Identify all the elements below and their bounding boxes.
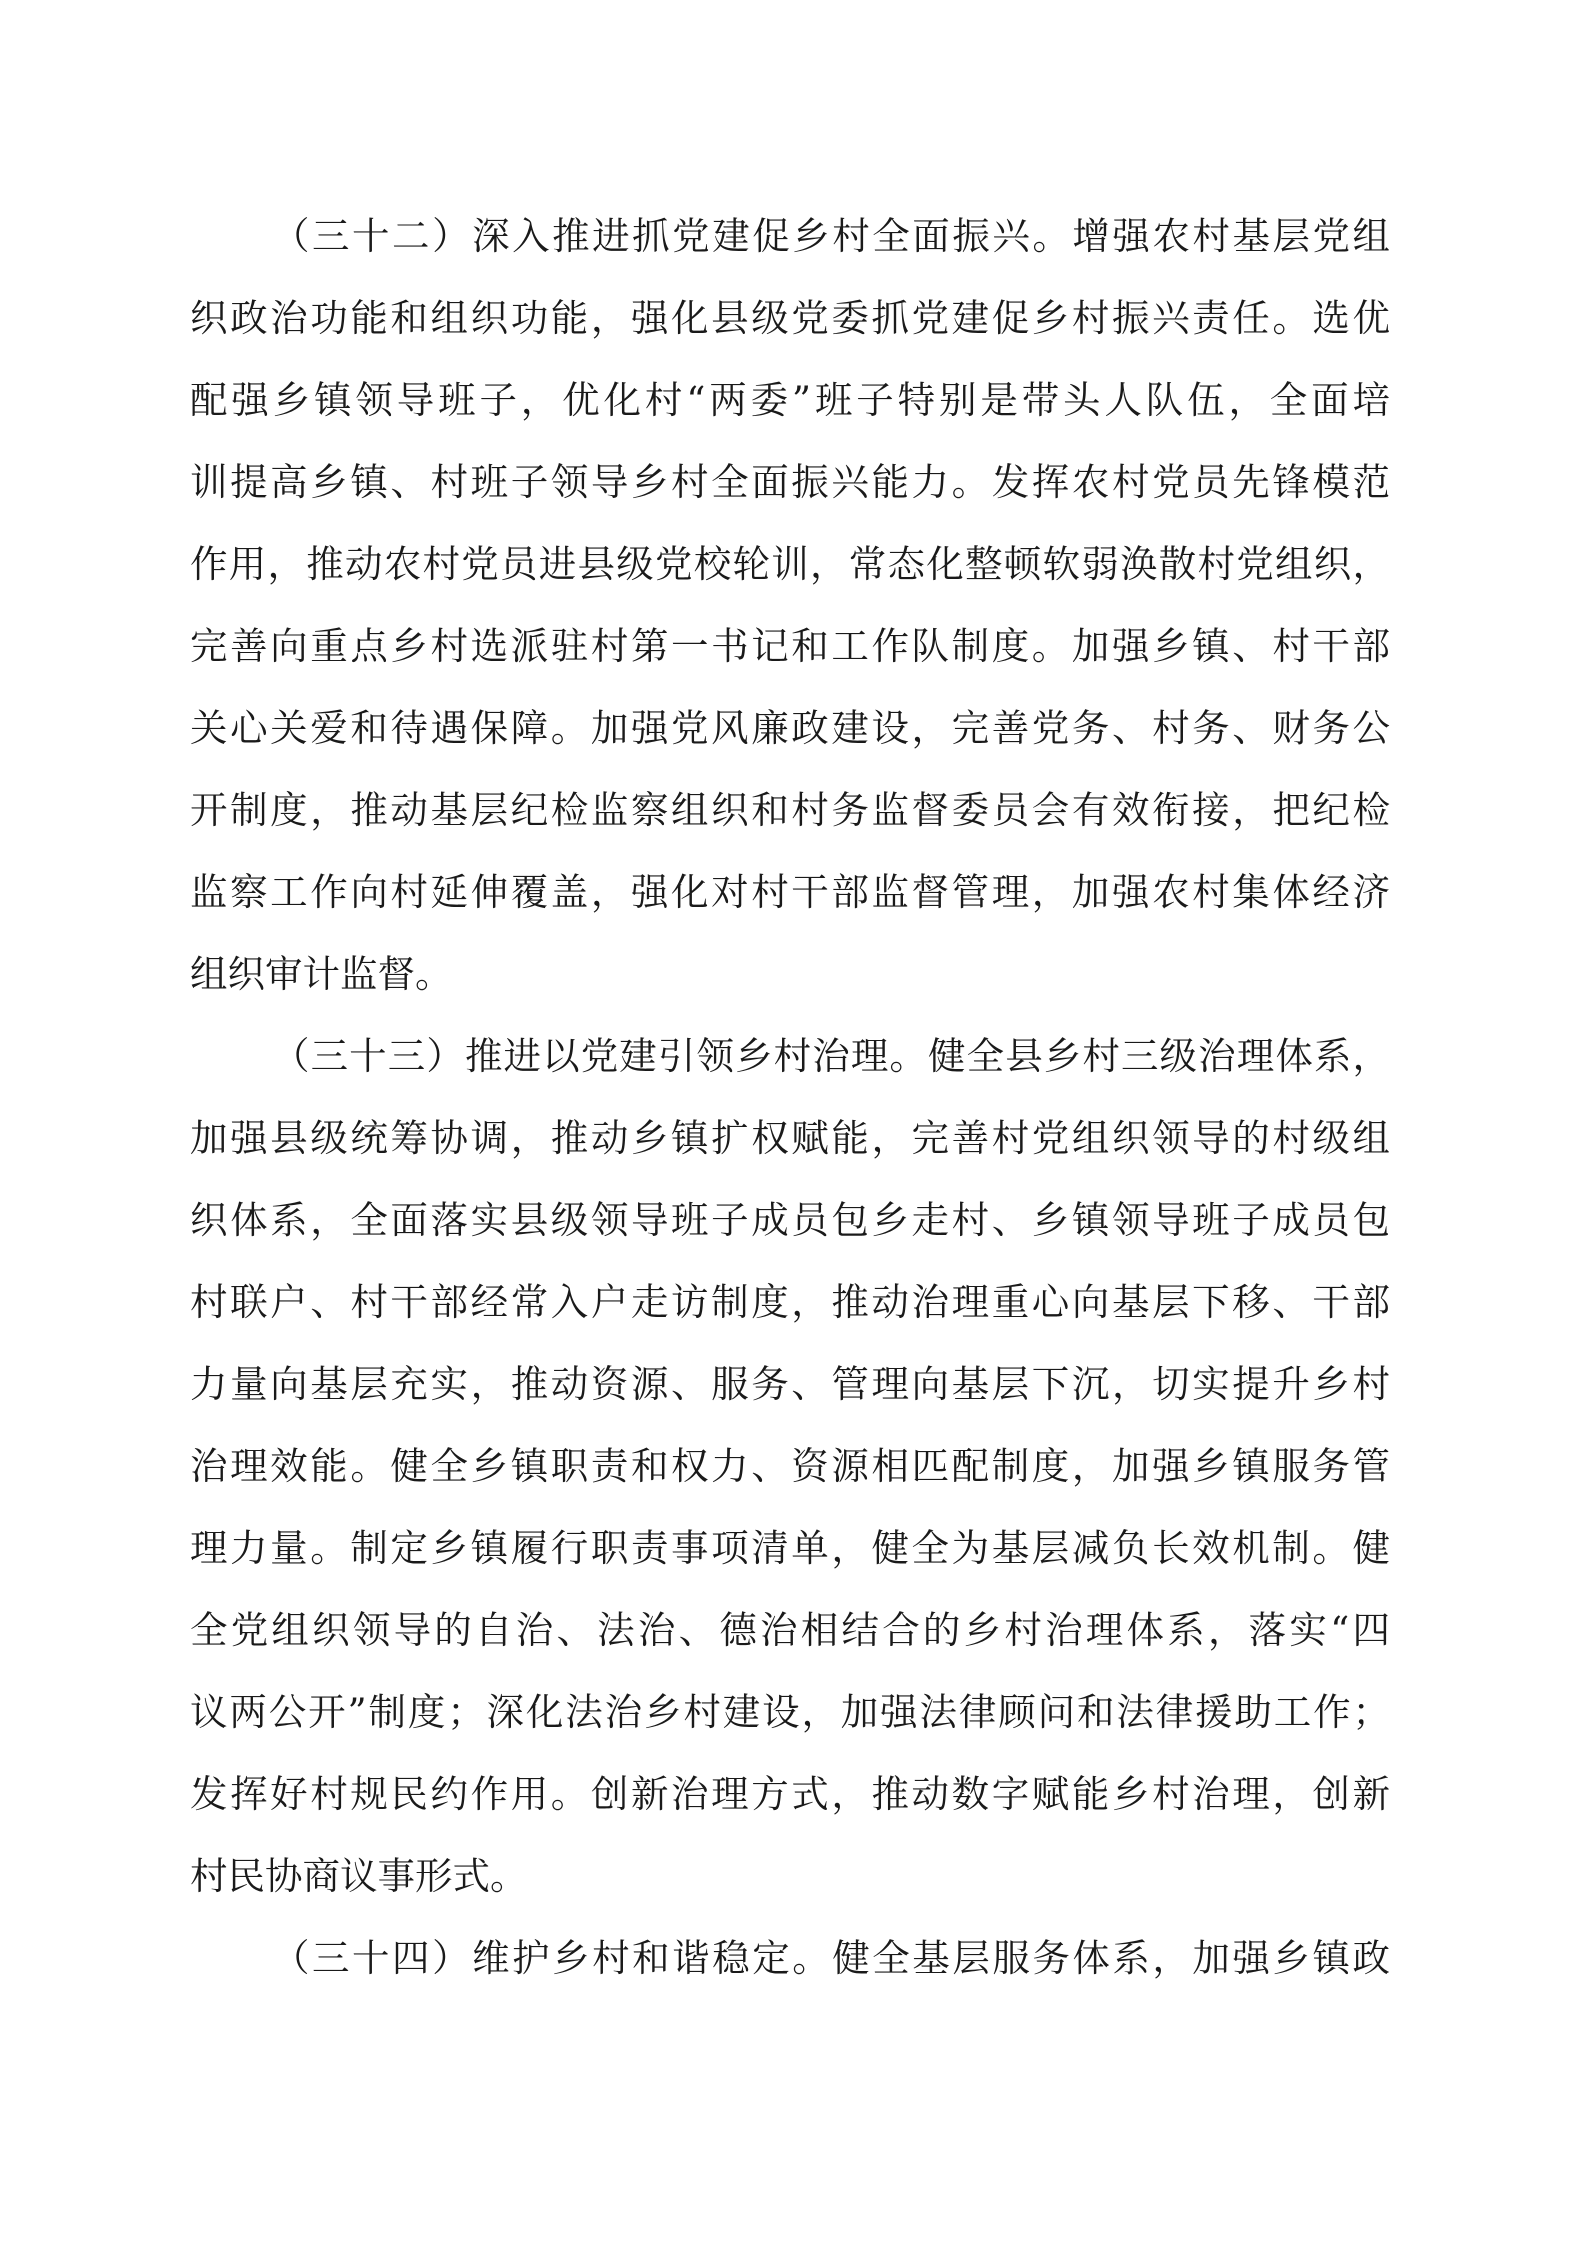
paragraph-32-line-10: 组织审计监督。: [190, 952, 453, 996]
paragraph-33-line-11: 村民协商议事形式。: [190, 1854, 528, 1898]
paragraph-33-line-4: 村联户、村干部经常入户走访制度，推动治理重心向基层下移、干部: [190, 1280, 1390, 1324]
paragraph-33-line-1: （三十三）推进以党建引领乡村治理。健全县乡村三级治理体系，: [272, 1034, 1390, 1078]
paragraph-33-line-7: 理力量。制定乡镇履行职责事项清单，健全为基层减负长效机制。健: [190, 1526, 1390, 1570]
paragraph-33-line-6: 治理效能。健全乡镇职责和权力、资源相匹配制度，加强乡镇服务管: [190, 1444, 1390, 1488]
paragraph-32-line-6: 完善向重点乡村选派驻村第一书记和工作队制度。加强乡镇、村干部: [190, 624, 1390, 668]
paragraph-32-line-3: 配强乡镇领导班子，优化村“两委”班子特别是带头人队伍，全面培: [190, 378, 1390, 422]
paragraph-33-line-5: 力量向基层充实，推动资源、服务、管理向基层下沉，切实提升乡村: [190, 1362, 1390, 1406]
paragraph-32-line-4: 训提高乡镇、村班子领导乡村全面振兴能力。发挥农村党员先锋模范: [190, 460, 1390, 504]
paragraph-32-line-8: 开制度，推动基层纪检监察组织和村务监督委员会有效衔接，把纪检: [190, 788, 1390, 832]
paragraph-32-line-5: 作用，推动农村党员进县级党校轮训，常态化整顿软弱涣散村党组织，: [190, 542, 1390, 586]
paragraph-32-line-1: （三十二）深入推进抓党建促乡村全面振兴。增强农村基层党组: [272, 214, 1390, 258]
paragraph-33-line-10: 发挥好村规民约作用。创新治理方式，推动数字赋能乡村治理，创新: [190, 1772, 1390, 1816]
paragraph-34-line-1: （三十四）维护乡村和谐稳定。健全基层服务体系，加强乡镇政: [272, 1936, 1390, 1980]
paragraph-33-line-3: 织体系，全面落实县级领导班子成员包乡走村、乡镇领导班子成员包: [190, 1198, 1390, 1242]
paragraph-32-line-7: 关心关爱和待遇保障。加强党风廉政建设，完善党务、村务、财务公: [190, 706, 1390, 750]
paragraph-33-line-2: 加强县级统筹协调，推动乡镇扩权赋能，完善村党组织领导的村级组: [190, 1116, 1390, 1160]
paragraph-32-line-2: 织政治功能和组织功能，强化县级党委抓党建促乡村振兴责任。选优: [190, 296, 1390, 340]
paragraph-32-line-9: 监察工作向村延伸覆盖，强化对村干部监督管理，加强农村集体经济: [190, 870, 1390, 914]
paragraph-33-line-8: 全党组织领导的自治、法治、德治相结合的乡村治理体系，落实“四: [190, 1608, 1390, 1652]
paragraph-33-line-9: 议两公开”制度；深化法治乡村建设，加强法律顾问和法律援助工作；: [190, 1690, 1390, 1734]
body-text: [190, 195, 1390, 1999]
